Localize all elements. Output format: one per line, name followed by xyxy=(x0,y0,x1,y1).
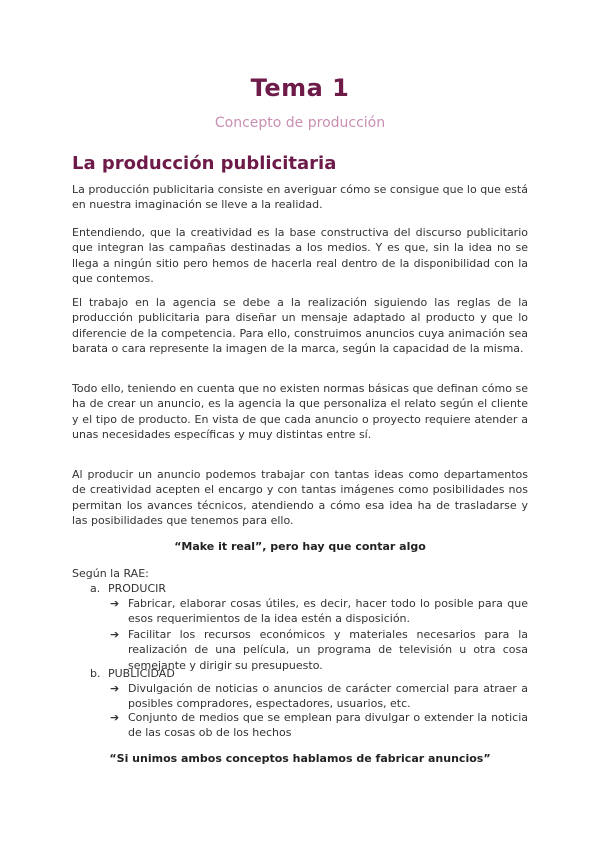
list-item xyxy=(110,710,528,741)
definition-marker-b: b. xyxy=(90,667,101,680)
rae-intro: Según la RAE: xyxy=(72,567,149,580)
bullet-text: Facilitar los recursos económicos y materiales necesarios para la realización de una película, un programa de televisión u otra cosa semejante y dirigir su presupuesto. xyxy=(128,628,528,672)
bullet-text: Fabricar, elaborar cosas útiles, es decir, hacer todo lo posible para que esos requerimientos de la idea estén a disposición. xyxy=(128,597,528,626)
arrow-right-icon: ➔ xyxy=(110,628,120,641)
quote-fabricar-anuncios: “Si unimos ambos conceptos hablamos de fabricar anuncios” xyxy=(109,752,491,765)
paragraph-4: Todo ello, teniendo en cuenta que no existen normas básicas que definan cómo se ha de crear un anuncio, es la agencia la que personaliza el relato según el cliente y el tipo de producto. En vista de que cada anuncio o proyecto requiere atender a unas necesidades específicas y muy distintas entre sí. xyxy=(72,382,528,442)
quote-make-it-real: “Make it real”, pero hay que contar algo xyxy=(174,540,426,553)
paragraph-1: La producción publicitaria consiste en averiguar cómo se consigue que lo que está en nuestra imaginación se lleve a la realidad. xyxy=(72,183,528,212)
paragraph-5: Al producir un anuncio podemos trabajar con tantas ideas como departamentos de creatividad acepten el encargo y con tantas imágenes como posibilidades nos permitan los avances técnicos, atendiendo a cómo esa idea ha de trasladarse y las posibilidades que tenemos para ello. xyxy=(72,468,528,528)
list-item xyxy=(110,596,528,627)
arrow-right-icon: ➔ xyxy=(110,711,120,724)
bullet-text: Conjunto de medios que se emplean para divulgar o extender la noticia de las cosas ob de los hechos xyxy=(128,711,528,740)
section-heading: La producción publicitaria xyxy=(72,153,337,174)
list-item xyxy=(110,627,528,673)
bullet-text: Divulgación de noticias o anuncios de carácter comercial para atraer a posibles compradores, espectadores, usuarios, etc. xyxy=(128,682,528,711)
definition-marker-a: a. xyxy=(90,582,101,595)
page-subtitle: Concepto de producción xyxy=(214,115,386,131)
arrow-right-icon: ➔ xyxy=(110,682,120,695)
page-title: Tema 1 xyxy=(250,74,350,102)
definition-term-publicidad: PUBLICIDAD xyxy=(108,667,175,680)
paragraph-3: El trabajo en la agencia se debe a la realización siguiendo las reglas de la producción publicitaria para diseñar un mensaje adaptado al producto y que lo diferencie de la competencia. Para ello, construimos anuncios cuya animación sea barata o cara represente la imagen de la marca, según la capacidad de la misma. xyxy=(72,296,528,356)
arrow-right-icon: ➔ xyxy=(110,597,120,610)
definition-term-producir: PRODUCIR xyxy=(108,582,167,595)
paragraph-2: Entendiendo, que la creatividad es la base constructiva del discurso publicitario que integran las campañas destinadas a los medios. Y es que, sin la idea no se llega a ningún sitio pero hemos de hacerla real dentro de la disponibilidad con la que contemos. xyxy=(72,226,528,286)
list-item xyxy=(110,681,528,712)
